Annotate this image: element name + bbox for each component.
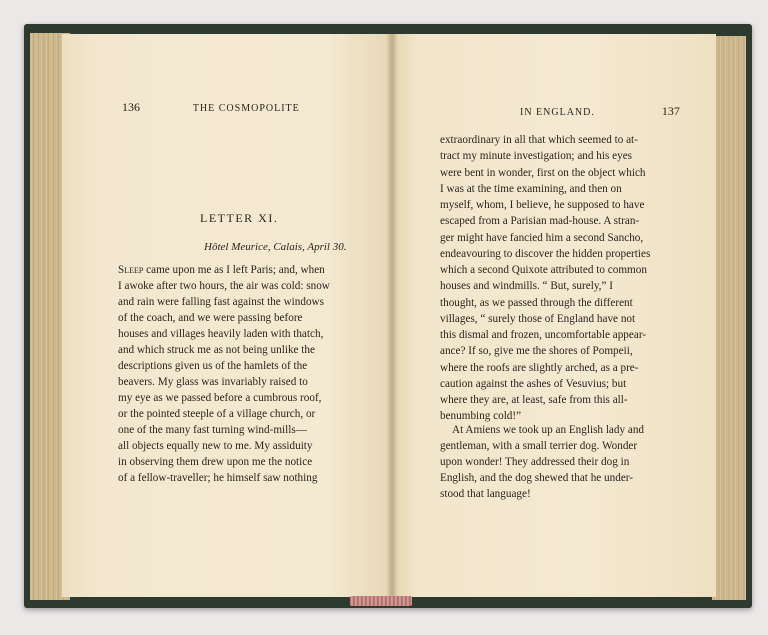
left-line-4: of the coach, and we were passing before [118, 312, 303, 324]
bookmark-ribbon [350, 596, 412, 606]
right-line-12: villages, “ surely those of England have not [440, 313, 636, 325]
left-line-10: or the pointed steeple of a village church, or [118, 408, 316, 420]
right-line-18: benumbing cold!” [440, 410, 522, 422]
right-line-21: upon wonder! They addressed their dog in [440, 456, 630, 468]
right-running-head-title: IN ENGLAND. [520, 107, 595, 118]
left-line-14: of a fellow-traveller; he himself saw nothing [118, 472, 318, 484]
left-line-1-text: came upon me as I left Paris; and, when [143, 264, 325, 276]
right-line-3: were bent in wonder, first on the object which [440, 167, 646, 179]
right-running-head [520, 104, 680, 119]
book-gutter [386, 34, 398, 597]
letter-dateline: Hôtel Meurice, Calais, April 30. [204, 241, 347, 253]
right-line-9: which a second Quixote attributed to common [440, 264, 647, 276]
right-page-number: 137 [661, 104, 680, 118]
right-line-13: this dismal and frozen, uncomfortable appear- [440, 329, 647, 341]
left-line-9: my eye as we passed before a cumbrous roof, [118, 392, 322, 404]
right-line-4: I was at the time examining, and then on [440, 183, 622, 195]
right-line-1: extraordinary in all that which seemed to at- [440, 134, 638, 146]
left-line-11: one of the many fast turning wind-mills— [118, 424, 307, 436]
right-line-14: ance? If so, give me the shores of Pompeii, [440, 345, 633, 357]
right-line-22: English, and the dog shewed that he under- [440, 472, 634, 484]
left-line-8: beavers. My glass was invariably raised to [118, 376, 308, 388]
left-line-2: I awoke after two hours, the air was cold: snow [118, 280, 330, 292]
left-line-12: all objects equally new to me. My assiduity [118, 440, 313, 452]
right-line-17: where they are, at least, safe from this all- [440, 394, 628, 406]
right-line-10: houses and windmills. “ But, surely,” I [440, 280, 613, 292]
right-line-8: endeavouring to discover the hidden properties [440, 248, 651, 260]
right-line-20: gentleman, with a small terrier dog. Wonder [440, 440, 638, 452]
right-line-11: thought, as we passed through the different [440, 297, 633, 309]
left-line-3: and rain were falling fast against the windows [118, 296, 324, 308]
right-line-15: where the roofs are slightly arched, as a pre- [440, 362, 639, 374]
left-line-6: and which struck me as not being unlike the [118, 344, 315, 356]
letter-title: LETTER XI. [200, 211, 279, 225]
right-line-16: caution against the ashes of Vesuvius; but [440, 378, 627, 390]
page-edges-right [712, 36, 746, 600]
right-line-5: myself, whom, I believe, he supposed to have [440, 199, 645, 211]
left-line-7: descriptions given us of the hamlets of the [118, 360, 308, 372]
left-line-5: houses and villages heavily laden with thatch, [118, 328, 324, 340]
left-running-head-title: THE COSMOPOLITE [192, 103, 300, 114]
right-line-2: tract my minute investigation; and his eyes [440, 150, 633, 162]
right-line-7: ger might have fancied him a second Sancho, [440, 232, 644, 244]
left-page-number: 136 [122, 100, 140, 114]
drop-word: Sleep [118, 264, 144, 276]
right-line-19: At Amiens we took up an English lady and [452, 424, 645, 436]
right-line-6: escaped from a Parisian mad-house. A stran- [440, 215, 640, 227]
right-line-23: stood that language! [440, 488, 531, 500]
left-line-13: in observing them drew upon me the notice [118, 456, 313, 468]
left-line-1 [118, 263, 325, 278]
left-running-head [122, 100, 300, 115]
